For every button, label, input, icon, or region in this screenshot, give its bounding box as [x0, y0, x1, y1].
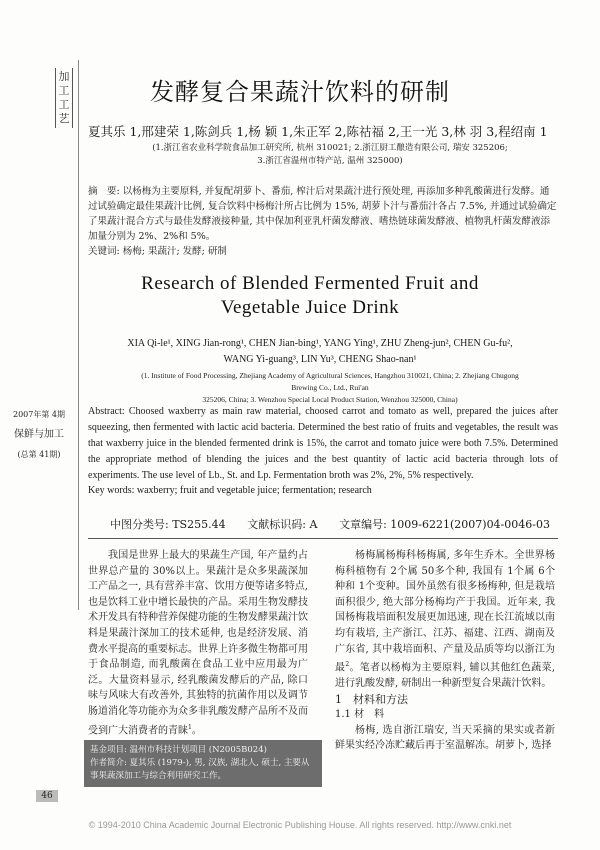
waxberry-paragraph: 杨梅属杨梅科杨梅属, 多年生乔木。全世界杨梅科植物有 2个属 50多个种, 我国有 1个属 6个种和 1个变种。国外虽然有很多杨梅种, 但是栽培面积很少, 绝大部分杨梅均产于我国。近年来, 我国杨梅栽培面积发展更加迅速, 现在长江流域以南均有栽培, 主产浙江、江苏、福建、江西、湖南及广东省, 其中栽培面积、产量及品质等均以浙江为最$^2$。笔者以杨梅为主要原料, 辅以其他红色蔬菜, 进行乳酸发酵, 研制出一种新型复合果蔬汁饮料。: [335, 550, 556, 690]
vertical-char: 加: [58, 70, 70, 83]
authors-chinese: 夏其乐 1,邢建荣 1,陈剑兵 1,杨 颖 1,朱正军 2,陈祜福 2,王一光 3,林 羽 3,程绍南 1: [88, 124, 548, 139]
classification-line: [110, 516, 550, 532]
affiliations-chinese: [150, 142, 510, 168]
keywords-chinese: 关键词: 杨梅; 果蔬汁; 发酵; 研制: [88, 246, 227, 257]
affiliation-line: (1. Institute of Food Processing, Zhejiang Academy of Agricultural Sciences, Hangzhou 310021, China; 2. Zhejiang Chugong Brewing Co., Ltd., Rui'an: [141, 371, 519, 392]
intro-paragraph: 我国是世界上最大的果蔬生产国, 年产量约占世界总产量的 30%以上。果蔬汁是众多果蔬深加工产品之一, 具有营养丰富、饮用方便等诸多特点, 也是饮料工业中增长最快的产品。采用生物发酵技术开发具有特种营养保健功能的生物发酵果蔬汁饮料是果蔬汁深加工的技术延伸, 也是经济发展、消费水平提高的重要标志。世界上许多微生物都可用于食品制造, 而乳酸菌在食品工业中应用最为广泛。大量资料显示, 经乳酸菌发酵后的产品, 除口味与风味大有改善外, 其独特的抗菌作用以及调节肠道消化等功能亦为众多非乳酸发酵产品所不及而受到广大消费者的青睐$^1$。: [88, 550, 308, 736]
abstract-text: 摘 要: 以杨梅为主要原料, 并复配胡萝卜、番茄, 榨汁后对果蔬汁进行预处理, 再添加多种乳酸菌进行发酵。通过试验确定最佳果蔬汁比例, 复合饮料中杨梅汁所占比例为 15%, 胡萝卜汁与番茄汁各占 7.5%, 并通过试验确定了果蔬汁混合方式与最佳发酵液接种量, 其中保加利亚乳杆菌发酵液、嗜热链球菌发酵液、植物乳杆菌发酵液添加量分别为 2%、2%和 5%。: [88, 186, 557, 242]
divider: [88, 538, 558, 539]
affiliation-line: 325206, China; 3. Wenzhou Special Local Product Station, Wenzhou 325000, China): [202, 395, 458, 404]
article-number: 文章编号: 1009-6221(2007)04-0046-03: [339, 518, 550, 531]
section-heading: 1 材料和方法: [335, 692, 408, 706]
affiliations-english: [130, 370, 530, 406]
affiliation-line: (1.浙江省农业科学院食品加工研究所, 杭州 310021; 2.浙江厨工酿造有限公司, 瑞安 325206;: [152, 143, 508, 153]
total-issue: (总第 41期): [17, 450, 61, 459]
subsection-heading: 1.1 材 料: [335, 709, 385, 721]
title-english: Research of Blended Fermented Fruit and Vegetable Juice Drink: [141, 273, 479, 318]
materials-paragraph: 杨梅, 选自浙江瑞安, 当天采摘的果实或者新鲜果实经冷冻贮藏后再于室温解冻。胡萝卜, 选择: [335, 724, 555, 752]
title-chinese: 发酵复合果蔬汁饮料的研制: [150, 78, 450, 106]
fund-line: 基金项目: 温州市科技计划项目 (N2005B024): [90, 745, 267, 755]
authors-english: [110, 336, 530, 368]
clc-number: 中图分类号: TS255.44: [110, 518, 226, 531]
year-issue: 2007年第 4期: [13, 410, 65, 419]
margin-rule: [78, 60, 79, 610]
citation-ref: 1: [188, 723, 192, 731]
abstract-english: Abstract: Choosed waxberry as main raw material, choosed carrot and tomato as well, prepared the juices after squeezing, then fermented with lactic acid bacteria. Determined the best ratio of fruits and vegetables, the result was that waxberry juice in the blended fermented drink is 15%, the carrot and tomato juice were both 7.5%. Determined the appropriate method of blending the juices and the best quantity of lactic acid bacteria through lots of experiments. The use level of Lb., St. and Lp. Fermentation broth was 2%, 2%, 5% respectively.: [88, 406, 558, 481]
waxberry-text: 杨梅属杨梅科杨梅属, 多年生乔木。全世界杨梅科植物有 2个属 50多个种, 我国有 1个属 6个种和 1个变种。国外虽然有很多杨梅种, 但是栽培面积很少, 绝大部分杨梅均产于我国。近年来, 我国杨梅栽培面积发展更加迅速, 现在长江流域以南均有栽培, 主产浙江、江苏、福建、江西、湖南及广东省, 其中栽培面积、产量及品质等均以浙江为最: [335, 550, 555, 674]
author-line: XIA Qi-le¹, XING Jian-rong¹, CHEN Jian-bing¹, YANG Ying¹, ZHU Zheng-jun², CHEN Gu-fu²,: [127, 338, 513, 349]
page-number: 46: [36, 790, 58, 802]
copyright-footer: © 1994-2010 China Academic Journal Electronic Publishing House. All rights reserved. http://www.cnki.net: [88, 820, 512, 830]
keywords-english: Key words: waxberry; fruit and vegetable juice; fermentation; research: [88, 485, 372, 496]
author-bio: 作者简介: 夏其乐 (1979-), 男, 汉族, 湖北人, 硕士, 主要从事果蔬深加工与综合利用研究工作。: [90, 758, 310, 781]
affiliation-line: 3.浙江省温州市特产站, 温州 325000): [257, 156, 403, 166]
purpose-text: 笔者以杨梅为主要原料, 辅以其他红色蔬菜, 进行乳酸发酵, 研制出一种新型复合果蔬汁饮料。: [335, 662, 556, 690]
vertical-char: 艺: [58, 112, 70, 125]
section-vertical-label: [55, 68, 73, 128]
vertical-char: 工: [58, 84, 70, 97]
vertical-char: 工: [58, 98, 70, 111]
document-code: 文献标识码: A: [247, 518, 318, 531]
body-column-right: [335, 548, 555, 754]
author-line: WANG Yi-guang³, LIN Yu³, CHENG Shao-nan¹: [223, 354, 417, 365]
fund-info-box: [84, 740, 322, 787]
journal-side-info: [8, 405, 70, 465]
journal-name: 保鲜与加工: [14, 429, 64, 440]
intro-text: 我国是世界上最大的果蔬生产国, 年产量约占世界总产量的 30%以上。果蔬汁是众多果蔬深加工产品之一, 具有营养丰富、饮用方便等诸多特点, 也是饮料工业中增长最快的产品。采用生物发酵技术开发具有特种营养保健功能的生物发酵果蔬汁饮料是果蔬汁深加工的技术延伸, 也是经济发展、消费水平提高的重要标志。世界上许多微生物都可用于食品制造, 而乳酸菌在食品工业中应用最为广泛。大量资料显示, 经乳酸菌发酵后的产品, 除口味与风味大有改善外, 其独特的抗菌作用以及调节肠道消化等功能亦为众多非乳酸发酵产品所不及而受到广大消费者的青睐: [88, 550, 308, 736]
citation-ref: 2: [345, 661, 350, 669]
body-column-left: [88, 548, 308, 738]
abstract-chinese: [88, 184, 558, 259]
